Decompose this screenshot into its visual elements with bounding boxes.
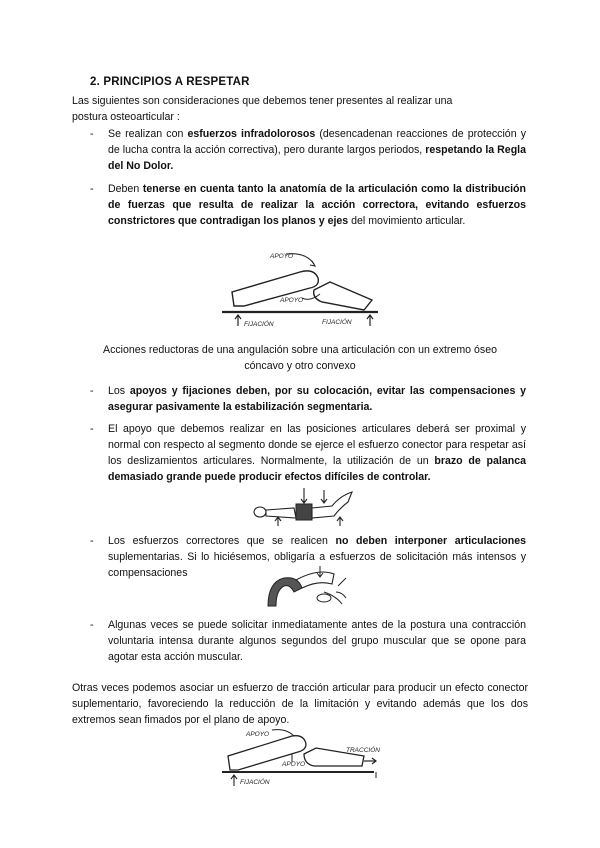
bold-run: apoyos y fijaciones deben, por su colocación, evitar las compensaciones y asegurar pasivamente la estabilización segmentaria. bbox=[108, 385, 526, 413]
label-apoyo: APOYO bbox=[246, 731, 270, 738]
caption-line-1: Acciones reductoras de una angulación sobre una articulación con un extremo óseo bbox=[103, 344, 497, 356]
bullet-dash: - bbox=[90, 619, 94, 631]
text-run: Los bbox=[108, 385, 130, 397]
text-run: (desencadenan reacciones de protección y de lucha contra la acción correctiva), pero durante largos periodos, bbox=[108, 128, 527, 156]
final-paragraph: Otras veces podemos asociar un esfuerzo de tracción articular para producir un efecto conector suplementario, favoreciendo la reducción de la limitación y evitando además que los dos extremos sean fimados por el plano de apoyo. bbox=[72, 682, 528, 726]
label-apoyo: APOYO bbox=[270, 253, 294, 260]
bullet-text bbox=[108, 383, 526, 415]
bullet-text bbox=[108, 421, 526, 485]
bullet-dash: - bbox=[90, 128, 94, 140]
label-fijacion: FIJACIÓN bbox=[322, 319, 352, 326]
bullet-dash: - bbox=[90, 423, 94, 435]
bullet-text bbox=[108, 181, 526, 229]
bold-run: tenerse en cuenta tanto la anatomía de la articulación como la distribución de fuerzas que resulta de realizar la acción correctora, evitando esfuerzos constrictores que contradigan los planos y ejes bbox=[108, 183, 527, 227]
bullet-text: Algunas veces se puede solicitar inmediatamente antes de la postura una contracción voluntaria intensa durante algunos segundos del grupo muscular que se opone para agotar esta acción muscular. bbox=[108, 619, 526, 663]
label-fijacion: FIJACIÓN bbox=[244, 321, 274, 328]
intro-line-2: postura osteoarticular : bbox=[72, 111, 180, 123]
bullet-dash: - bbox=[90, 385, 94, 397]
text-run: Los esfuerzos correctores que se realicen bbox=[108, 535, 336, 547]
figure-concave-convex-illustration bbox=[218, 244, 382, 330]
bold-run: no deben interponer articulaciones bbox=[335, 535, 526, 547]
bold-run: esfuerzos infradolorosos bbox=[187, 128, 316, 140]
text-run: El apoyo que debemos realizar en las posiciones articulares deberá ser proximal y normal con respecto al segmento donde se ejerce el esfuerzo conector para respetar así los deslizamientos articulares. Normalmente, la utilización de un bbox=[108, 423, 526, 467]
label-apoyo: APOYO bbox=[280, 297, 304, 304]
intro-paragraph bbox=[72, 93, 502, 125]
bullet-text bbox=[108, 126, 526, 174]
bullet-dash: - bbox=[90, 183, 94, 195]
section-heading: 2. PRINCIPIOS A RESPETAR bbox=[90, 76, 250, 88]
bold-run: brazo de palanca demasiado grande puede producir efectos difíciles de controlar. bbox=[108, 455, 526, 483]
bullet-dash: - bbox=[90, 535, 94, 547]
figure-caption bbox=[80, 342, 520, 374]
figure-lever-arm-illustration bbox=[248, 484, 356, 528]
bold-run: respetando la Regla del No Dolor. bbox=[108, 144, 527, 172]
text-run: Deben bbox=[108, 183, 143, 195]
label-traccion: TRACCIÓN bbox=[346, 747, 380, 754]
text-run: Se realizan con bbox=[108, 128, 188, 140]
text-run: suplementarias. Si lo hiciésemos, obligaría a esfuerzos de solicitación más intensos y compensaciones bbox=[108, 551, 526, 579]
text-run: del movimiento articular. bbox=[348, 215, 466, 227]
figure-traction-illustration bbox=[216, 726, 380, 788]
caption-line-2: cóncavo y otro convexo bbox=[244, 360, 356, 372]
intro-line-1: Las siguientes son consideraciones que debemos tener presentes al realizar una bbox=[72, 95, 453, 107]
label-apoyo: APOYO bbox=[282, 761, 306, 768]
label-fijacion: FIJACIÓN bbox=[240, 779, 270, 786]
figure-supplementary-joint-illustration bbox=[262, 562, 352, 612]
